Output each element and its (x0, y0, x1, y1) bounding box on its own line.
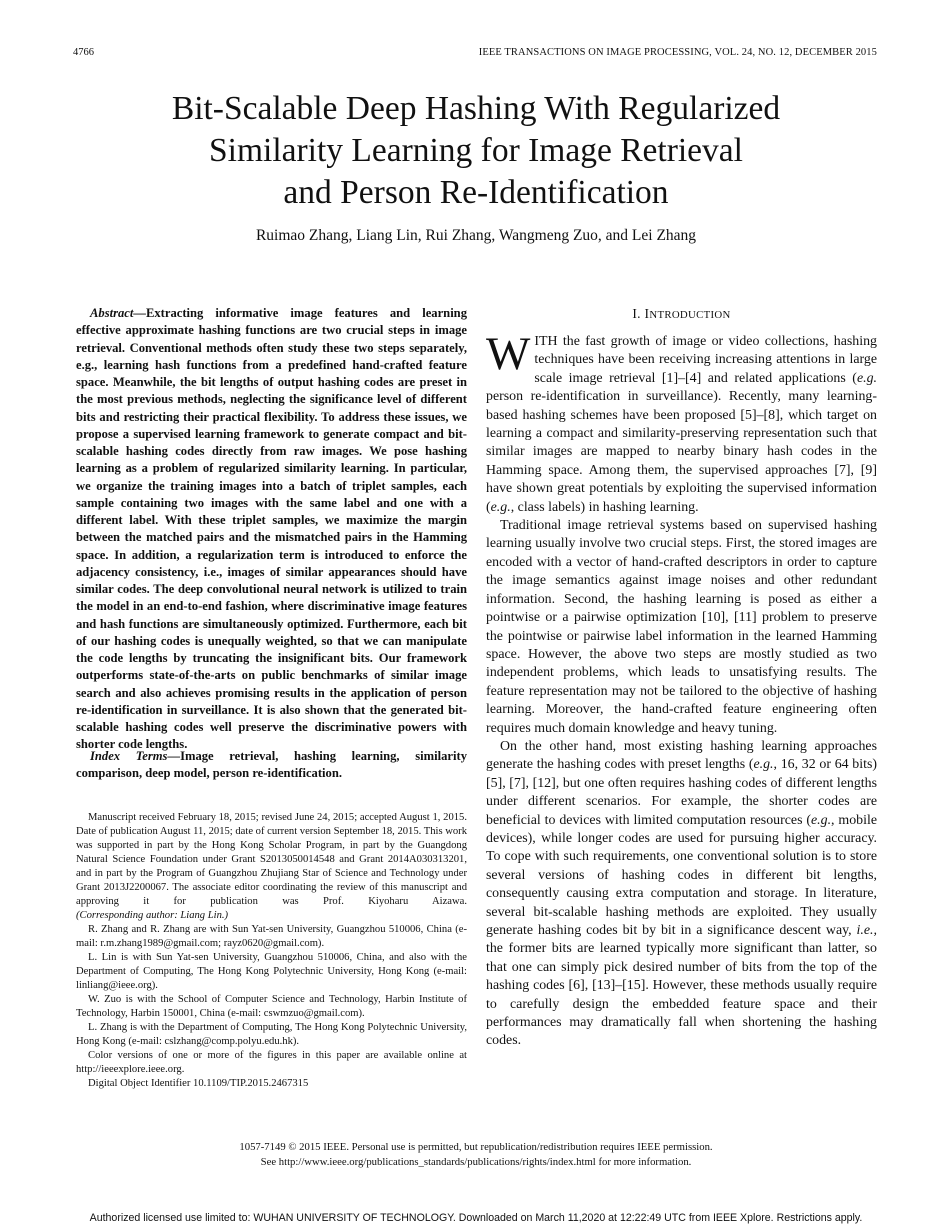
index-terms-text: Image retrieval, hashing learning, similarity comparison, deep model, person re-identification. (76, 749, 467, 781)
title-line: Bit-Scalable Deep Hashing With Regularized (171, 90, 781, 127)
index-terms-label: Index Terms— (90, 749, 181, 763)
section-numeral: I. (632, 306, 641, 321)
footnote-manuscript: Manuscript received February 18, 2015; revised June 24, 2015; accepted August 1, 2015. Date of publication August 11, 2015; date of current version September 18, 2015. This work was supported in part by the Hong Kong Scholar Program, in part by the Guangdong Natural Science Foundation under Grant S2013050014548 and Grant 2014A030313201, and in part by the Program of Guangzhou Zhujiang Star of Science and Technology under Grant 2013J2200067. The associate editor coordinating the review of this manuscript and approving it for publication was Prof. Kiyoharu Aizawa. (Corresponding author: Liang Lin.) (76, 812, 468, 921)
copyright-line: 1057-7149 © 2015 IEEE. Personal use is permitted, but republication/redistribution requires IEEE permission. (239, 1141, 713, 1153)
paper-title (80, 88, 872, 214)
footnote-color: Color versions of one or more of the figures in this paper are available online at http://ieeexplore.ieee.org. (76, 1050, 467, 1075)
copyright-notice (80, 1140, 872, 1170)
journal-header: IEEE TRANSACTIONS ON IMAGE PROCESSING, VOL. 24, NO. 12, DECEMBER 2015 (478, 47, 877, 58)
author-list: Ruimao Zhang, Liang Lin, Rui Zhang, Wangmeng Zuo, and Lei Zhang (255, 227, 697, 244)
footnote-lzhang: L. Zhang is with the Department of Computing, The Hong Kong Polytechnic University, Hong Kong (e-mail: cslzhang@comp.polyu.edu.hk). (76, 1022, 467, 1047)
intro-paragraph: On the other hand, most existing hashing learning approaches generate the hashing codes with preset lengths (e.g., 16, 32 or 64 bits) [5], [7], [12], but one often requires hashing codes of different lengths under different scenarios. For example, the shorter codes are beneficial to devices with limited computation resources (e.g., mobile devices), while longer codes are used for pursuing higher accuracy. To cope with such requirements, one conventional solution is to store several versions of hashing codes in different bit lengths, consequently causing extra computation and storage. In literature, several bit-scalable hashing methods are exploited. They usually generate hashing codes bit by bit in a significance descent way, i.e., the former bits are learned typically more significant than latter, so that one can simply pick desired number of bits from the top of the hashing codes [6], [13]–[15]. However, these methods usually require to carefully design the embedded feature space and their performances may dramatically fall when shortening the hashing codes. (486, 738, 877, 1049)
title-line: Similarity Learning for Image Retrieval (209, 132, 743, 169)
introduction-body (486, 328, 877, 1051)
footnote-corresponding: (Corresponding author: Liang Lin.) (76, 910, 229, 921)
intro-paragraph: WITH the fast growth of image or video collections, hashing techniques have been receiving increasing attentions in large scale image retrieval [1]–[4] and related applications (e.g. person re-identification in surveillance). Recently, many learning-based hashing schemes have been proposed [5]–[8], which target on learning a compact and similarity-preserving representation such that similar images are mapped to nearby binary hash codes in the Hamming space. Among them, the supervised approaches [7], [9] have shown great potentials by exploiting the supervised information (e.g., class labels) in hashing learning. (486, 328, 877, 515)
footnote-zuo: W. Zuo is with the School of Computer Science and Technology, Harbin Institute of Technology, Harbin 150001, China (e-mail: cswmzuo@gmail.com). (76, 994, 467, 1019)
footnote-doi: Digital Object Identifier 10.1109/TIP.2015.2467315 (88, 1078, 309, 1089)
footnote-zhang: R. Zhang and R. Zhang are with Sun Yat-sen University, Guangzhou 510006, China (e-mail: r.m.zhang1989@gmail.com; rayz0620@gmail.com). (76, 924, 467, 949)
section-heading (486, 306, 877, 322)
drop-cap: W (486, 328, 531, 380)
abstract (76, 305, 467, 754)
section-initial: I (644, 306, 650, 321)
abstract-text: Extracting informative image features and learning effective approximate hashing functions are two crucial steps in image retrieval. Conventional methods often study these two steps separately, e.g., learning hash functions from a predefined hand-crafted feature space. Meanwhile, the bit lengths of output hashing codes are preset in the most previous methods, neglecting the significance level of different bits and restricting their practical flexibility. To address these issues, we propose a supervised learning framework to generate compact and bit-scalable hashing codes directly from raw images. We pose hashing learning as a problem of regularized similarity learning. In particular, we organize the training images into a batch of triplet samples, each sample containing two images with the same label and one with a different label. With these triplet samples, we maximize the margin between the matched pairs and the mismatched pairs in the Hamming space. In addition, a regularization term is introduced to enforce the adjacency consistency, i.e., images of similar appearances should have similar codes. The deep convolutional neural network is utilized to train the model in an end-to-end fashion, where discriminative image features and hash functions are simultaneously optimized. Furthermore, each bit of our hashing codes is unequally weighted, so that we can manipulate the code lengths by truncating the insignificant bits. Our framework outperforms state-of-the-arts on public benchmarks of similar image search and also achieves promising results in the application of person re-identification in surveillance. It is also shown that the generated bit-scalable hashing codes well preserve the discriminative powers with shorter code lengths. (76, 306, 467, 752)
title-line: and Person Re-Identification (283, 174, 669, 211)
footnotes (76, 811, 467, 1091)
footnote-lin: L. Lin is with Sun Yat-sen University, Guangzhou 510006, China, and also with the Department of Computing, The Hong Kong Polytechnic University, Hong Kong (e-mail: linliang@ieee.org). (76, 952, 467, 991)
abstract-label: Abstract— (90, 306, 146, 320)
section-title-rest: NTRODUCTION (649, 309, 731, 321)
copyright-line: See http://www.ieee.org/publications_standards/publications/rights/index.html for more information. (260, 1156, 692, 1168)
intro-paragraph: Traditional image retrieval systems based on supervised hashing learning usually involve two crucial steps. First, the stored images are encoded with a vector of hand-crafted descriptors in order to capture the image semantics against image noises and other redundant information. Second, the hashing learning is posed as either a pointwise or a pairwise optimization [10], [11] problem to preserve the pointwise or pairwise label information in the learned Hamming space. However, the above two steps are mostly studied as two independent problems, which leads to unsatisfying results. The feature representation may not be tailored to the objective of hashing learning. Moreover, the hand-crafted feature engineering often requires much domain knowledge and heavy tuning. (486, 518, 877, 736)
license-footer: Authorized licensed use limited to: WUHAN UNIVERSITY OF TECHNOLOGY. Downloaded on March 11,2020 at 12:22:49 UTC from IEEE Xplore. Restrictions apply. (89, 1212, 863, 1224)
index-terms (76, 748, 467, 783)
page-number: 4766 (73, 47, 94, 58)
